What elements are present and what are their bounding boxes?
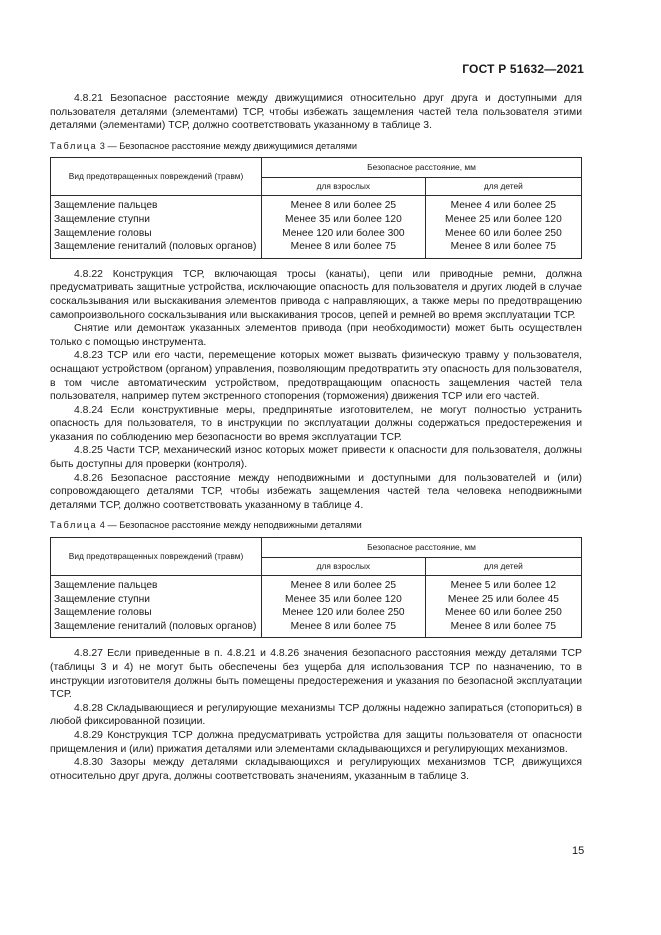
table-cell: Менее 4 или более 25 <box>425 196 581 213</box>
table-row <box>51 240 582 258</box>
table-cell: Защемление пальцев <box>51 196 262 213</box>
table-3-header-children: для детей <box>425 178 581 196</box>
paragraph-4-8-23: 4.8.23 ТСР или его части, перемещение которых может вызвать физическую травму у пользователя, оснащают устройством (органом) управления, позволяющим предотвратить эту опасность для пользователя, в том числе автоматическим устройством, предотвращающим опасность защемления частей тела пользователя, например путем экстренного стопорения (торможения) движения ТСР или его частей. <box>50 350 582 403</box>
table-cell: Менее 60 или более 250 <box>425 606 581 620</box>
table-cell: Менее 5 или более 12 <box>425 576 581 593</box>
table-cell: Менее 8 или более 25 <box>262 576 426 593</box>
table-row <box>51 606 582 620</box>
table-4-header-injury: Вид предотвращенных повреждений (травм) <box>51 538 262 576</box>
table-3 <box>50 157 582 258</box>
table-row <box>51 213 582 227</box>
page-number: 15 <box>572 845 585 857</box>
table-cell: Защемление ступни <box>51 213 262 227</box>
table-cell: Защемление головы <box>51 227 262 241</box>
table-cell: Защемление ступни <box>51 593 262 607</box>
table-row <box>51 196 582 213</box>
document-body <box>50 92 582 783</box>
table-cell: Менее 120 или более 300 <box>262 227 426 241</box>
table-cell: Менее 8 или более 75 <box>262 620 426 638</box>
paragraph-4-8-30: 4.8.30 Зазоры между деталями складывающихся и регулирующих механизмов ТСР, движущихся относительно друг друга, должны соответствовать значениям, указанным в таблице 3. <box>50 757 582 782</box>
table-cell: Менее 60 или более 250 <box>425 227 581 241</box>
paragraph-4-8-22-note: Снятие или демонтаж указанных элементов привода (при необходимости) может быть осуществлен только с помощью инструмента. <box>50 323 582 348</box>
paragraph-4-8-22: 4.8.22 Конструкция ТСР, включающая тросы (канаты), цепи или приводные ремни, должна предусматривать защитные устройства, исключающие опасность для пользователя и других людей в случае соскальзывания или выскакивания элементов привода с направляющих, а также меры по предотвращению самопроизвольного соскальзывания или выскакивания тросов, цепей и ремней во время эксплуатации ТСР. <box>50 268 582 321</box>
table-4-header-distance: Безопасное расстояние, мм <box>262 538 582 558</box>
paragraph-4-8-24: 4.8.24 Если конструктивные меры, предпринятые изготовителем, не могут полностью устранить опасность для пользователя, то в инструкции по эксплуатации должны содержаться предостережения и указания по соблюдению мер безопасности во время эксплуатации ТСР. <box>50 404 582 443</box>
document-code: ГОСТ Р 51632—2021 <box>462 62 584 76</box>
table-4-caption-label: Таблица <box>50 520 98 531</box>
table-row <box>51 593 582 607</box>
table-3-header-distance: Безопасное расстояние, мм <box>262 158 582 178</box>
table-cell: Менее 25 или более 120 <box>425 213 581 227</box>
table-cell: Защемление головы <box>51 606 262 620</box>
table-cell: Защемление гениталий (половых органов) <box>51 240 262 258</box>
table-cell: Менее 8 или более 75 <box>425 240 581 258</box>
paragraph-4-8-26: 4.8.26 Безопасное расстояние между неподвижными и доступными для пользователей и (или) сопровождающего деталями ТСР, чтобы избежать защемления частей тела человека неподвижными деталями ТСР, должно соответствовать указанному в таблице 4. <box>50 472 582 511</box>
table-cell: Менее 8 или более 75 <box>262 240 426 258</box>
table-4-header-adults: для взрослых <box>262 558 426 576</box>
table-cell: Менее 8 или более 25 <box>262 196 426 213</box>
table-3-caption-text: 3 — Безопасное расстояние между движущимися деталями <box>99 140 357 151</box>
paragraph-4-8-28: 4.8.28 Складывающиеся и регулирующие механизмы ТСР должны надежно запираться (стопориться) в любой фиксированной позиции. <box>50 702 582 728</box>
table-3-caption-label: Таблица <box>50 140 98 151</box>
table-4-caption-text: 4 — Безопасное расстояние между неподвижными деталями <box>99 520 362 531</box>
paragraph-4-8-25: 4.8.25 Части ТСР, механический износ которых может привести к опасности для пользователя, должны быть доступны для проверки (контроля). <box>50 445 582 471</box>
paragraph-4-8-29: 4.8.29 Конструкция ТСР должна предусматривать устройства для защиты пользователя от опасности прищемления и (или) прижатия деталями или элементами складывающихся и регулирующих механизмов. <box>50 729 582 755</box>
table-cell: Менее 120 или более 250 <box>262 606 426 620</box>
table-cell: Защемление пальцев <box>51 576 262 593</box>
table-cell: Защемление гениталий (половых органов) <box>51 620 262 638</box>
table-cell: Менее 8 или более 75 <box>425 620 581 638</box>
table-3-header-adults: для взрослых <box>262 178 426 196</box>
table-cell: Менее 35 или более 120 <box>262 593 426 607</box>
table-4-caption <box>50 519 582 533</box>
table-cell: Менее 25 или более 45 <box>425 593 581 607</box>
paragraph-4-8-27: 4.8.27 Если приведенные в п. 4.8.21 и 4.8.26 значения безопасного расстояния между деталями ТСР (таблицы 3 и 4) не могут быть обеспечены без ущерба для использования ТСР по назначению, то в инструкции изготовителя должны быть помещены предостережения и указания по безопасной эксплуатации ТСР. <box>50 648 582 701</box>
table-row <box>51 620 582 638</box>
table-4-header-children: для детей <box>425 558 581 576</box>
table-4 <box>50 537 582 638</box>
table-3-caption <box>50 140 582 154</box>
table-row <box>51 227 582 241</box>
paragraph-4-8-21: 4.8.21 Безопасное расстояние между движущимися относительно друг друга и доступными для пользователя деталями (элементами) ТСР, чтобы избежать защемления частей тела пользователя этими деталями (элементами) ТСР, должно соответствовать указанному в таблице 3. <box>50 93 582 132</box>
table-3-header-injury: Вид предотвращенных повреждений (травм) <box>51 158 262 196</box>
table-row <box>51 576 582 593</box>
table-cell: Менее 35 или более 120 <box>262 213 426 227</box>
